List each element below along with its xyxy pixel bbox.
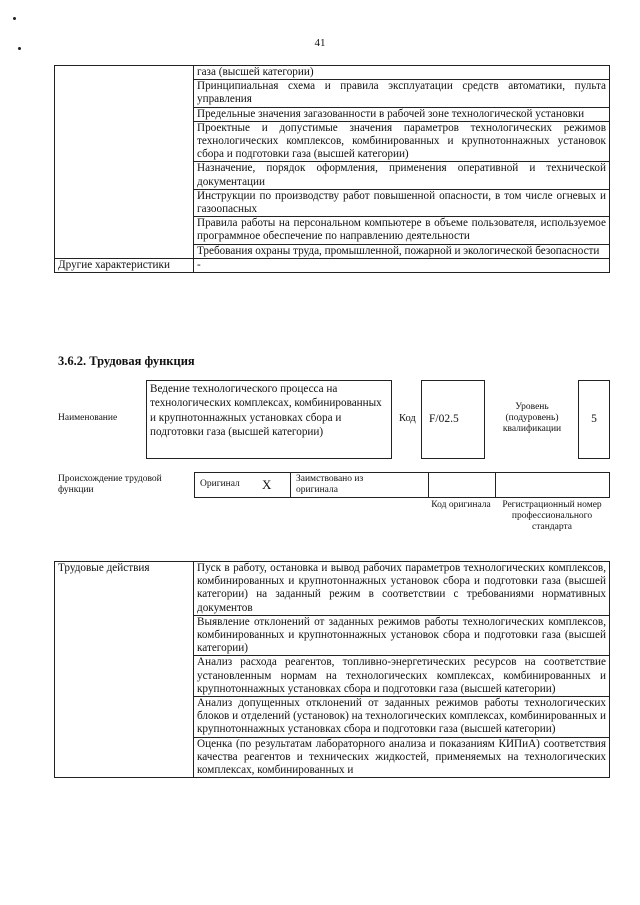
knowledge-item: газа (высшей категории) [194,66,610,80]
origin-label: Происхождение трудовой функции [58,474,162,495]
knowledge-item: Правила работы на персональном компьютере в объеме пользователя, используемое программное обеспечение по направлению деятельности [194,217,610,244]
labor-action-item: Оценка (по результатам лабораторного анализа и показаниям КИПиА) соответствия качества реагентов и технических жидкостей, применяемых на технологических комплексах, комбинированных и [194,737,610,778]
knowledge-item: Предельные значения загазованности в рабочей зоне технологической установки [194,107,610,121]
level-value: 5 [591,413,597,425]
labor-actions-table [54,561,610,778]
knowledge-item: Принципиальная схема и правила эксплуатации средств автоматики, пульта управления [194,80,610,107]
code-original-label: Код оригинала [431,500,491,510]
labor-action-item: Анализ допущенных отклонений от заданных режимов работы технологических блоков и отделений (установок) на технологических комплексах, комбинированных и крупнотоннажных установках сбора и подготовки газа (высшей категории) [194,697,610,738]
origin-divider [495,472,496,498]
borrowed-label: Заимствовано из оригинала [296,474,364,495]
labor-action-item: Анализ расхода реагентов, топливно-энергетических ресурсов на соответствие установленным нормам на технологических комплексах, комбинированных и крупнотоннажных установках сбора и подготовки газа (высшей категории) [194,656,610,697]
level-label: Уровень (подуровень) квалификации [502,402,562,434]
origin-boxes [194,472,610,498]
knowledge-label-cell [55,66,194,259]
knowledge-item: Требования охраны труда, промышленной, пожарной и экологической безопасности [194,244,610,258]
origin-divider [290,472,291,498]
other-characteristics-value: - [194,258,610,272]
knowledge-table [54,65,610,273]
knowledge-item: Проектные и допустимые значения параметров технологических режимов технологических комплексов, комбинированных и крупнотоннажных установок сбора и подготовки газа (высшей категории) [194,121,610,162]
other-characteristics-label: Другие характеристики [55,258,194,272]
scan-mark [13,17,16,20]
labor-actions-label: Трудовые действия [55,562,194,778]
function-name: Ведение технологического процесса на технологических комплексах, комбинированных и крупнотоннажных установках сбора и подготовки газа (высшей категории) [150,383,382,439]
original-mark: X [262,477,272,492]
registration-number-label: Регистрационный номер профессионального стандарта [502,500,602,532]
code-value: F/02.5 [429,413,459,425]
page-number: 41 [314,37,326,49]
name-label: Наименование [58,413,118,423]
origin-divider [428,472,429,498]
code-label: Код [399,413,416,424]
knowledge-item: Инструкции по производству работ повышенной опасности, в том числе огневых и газоопасных [194,189,610,216]
section-title: 3.6.2. Трудовая функция [58,354,195,368]
original-label: Оригинал [200,479,240,489]
labor-action-item: Выявление отклонений от заданных режимов работы технологических комплексов, комбинированных и крупнотоннажных установок сбора и подготовки газа (высшей категории) [194,615,610,656]
knowledge-item: Назначение, порядок оформления, применения оперативной и технической документации [194,162,610,189]
labor-action-item: Пуск в работу, остановка и вывод рабочих параметров технологических комплексов, комбинированных и крупнотоннажных установок сбора и подготовки газа (высшей категории) на заданный режим в соответствии с требованиями нормативных документов [194,562,610,616]
